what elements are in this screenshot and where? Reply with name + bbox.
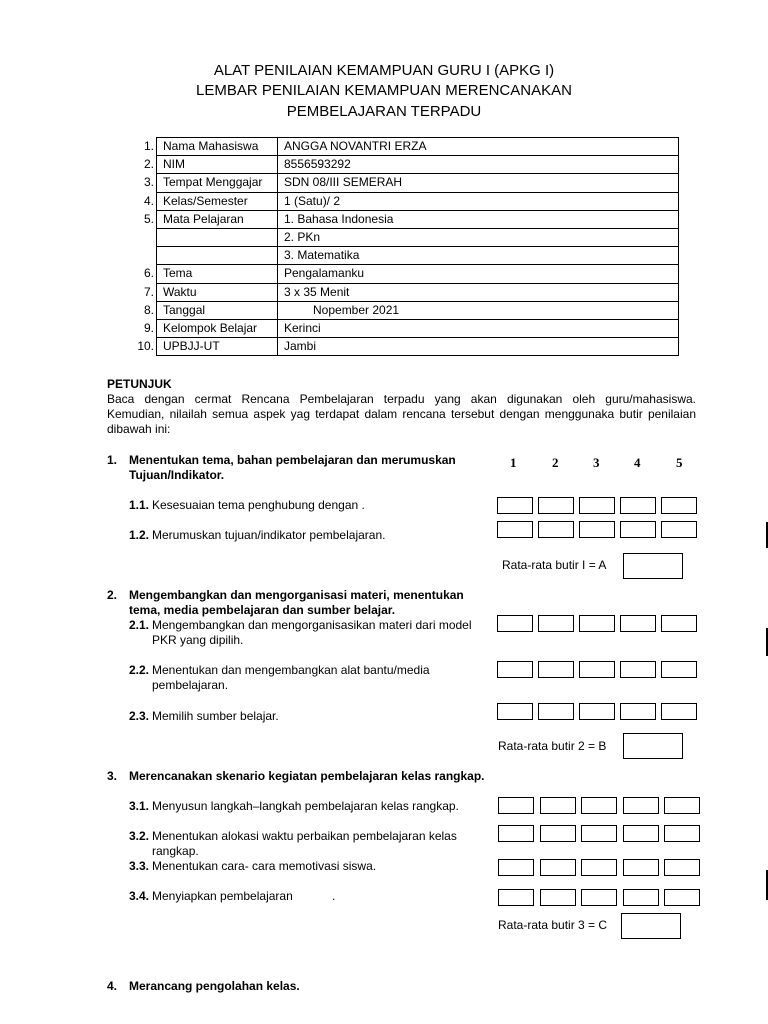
score-box-5[interactable]	[664, 859, 700, 876]
score-box-1[interactable]	[498, 797, 534, 814]
scale-label-5: 5	[676, 455, 683, 470]
doc-title-line1: ALAT PENILAIAN KEMAMPUAN GURU I (APKG I)	[213, 62, 555, 79]
section-4-title: Merancang pengolahan kelas.	[129, 979, 300, 993]
score-box-3[interactable]	[581, 889, 617, 906]
item-text: Mengembangkan dan mengorganisasikan materi dari model	[152, 618, 472, 632]
row-number: 9.	[114, 319, 157, 337]
section-4-number: 4.	[107, 979, 118, 993]
item-text: Kesesuaian tema penghubung dengan .	[152, 498, 365, 512]
score-box-2[interactable]	[540, 825, 576, 842]
table-row	[114, 247, 679, 265]
score-box-2[interactable]	[540, 889, 576, 906]
row-number: 8.	[114, 301, 157, 319]
score-box-4[interactable]	[623, 797, 659, 814]
row-value: 3. Matematika	[278, 247, 679, 265]
score-box-1[interactable]	[497, 615, 533, 632]
row-label: NIM	[157, 156, 278, 174]
score-box-3[interactable]	[579, 521, 615, 538]
section-1-title-line1: Menentukan tema, bahan pembelajaran dan merumuskan	[129, 453, 456, 467]
section-2-title-line2: tema, media pembelajaran dan sumber belajar.	[129, 603, 396, 617]
score-box-1[interactable]	[498, 859, 534, 876]
average-label-a: Rata-rata butir I = A	[502, 558, 607, 572]
item-text: Menentukan dan mengembangkan alat bantu/media	[152, 663, 430, 677]
item-number: 1.2.	[129, 528, 150, 542]
row-label: Kelompok Belajar	[157, 319, 278, 337]
score-box-4[interactable]	[623, 825, 659, 842]
score-box-3[interactable]	[579, 661, 615, 678]
row-value: ANGGA NOVANTRI ERZA	[278, 138, 679, 156]
score-box-1[interactable]	[497, 703, 533, 720]
scale-label-2: 2	[552, 455, 559, 470]
score-box-2[interactable]	[538, 703, 574, 720]
item-text-cont: PKR yang dipilih.	[152, 633, 244, 647]
section-3-title: Merencanakan skenario kegiatan pembelajaran kelas rangkap.	[129, 769, 485, 783]
table-row	[114, 156, 679, 174]
average-box-b[interactable]	[623, 733, 683, 759]
score-box-4[interactable]	[620, 497, 656, 514]
table-row	[114, 228, 679, 246]
score-box-1[interactable]	[497, 497, 533, 514]
item-number: 3.1.	[129, 799, 150, 813]
section-3-number: 3.	[107, 769, 118, 783]
row-value: 1. Bahasa Indonesia	[278, 210, 679, 228]
score-box-4[interactable]	[620, 703, 656, 720]
row-number: 10.	[114, 338, 157, 356]
item-text-cont: pembelajaran.	[152, 678, 229, 692]
petunjuk-line3: dibawah ini:	[107, 422, 171, 436]
score-box-2[interactable]	[538, 615, 574, 632]
petunjuk-line2: Kemudian, nilailah semua aspek yag terdapat dalam rencana tersebut dengan menggunaka butir penilaian	[107, 407, 696, 421]
section-1-number: 1.	[107, 453, 118, 467]
score-box-1[interactable]	[498, 825, 534, 842]
row-value: Jambi	[278, 338, 679, 356]
average-label-b: Rata-rata butir 2 = B	[498, 739, 607, 753]
item-text: Menentukan cara- cara memotivasi siswa.	[152, 859, 377, 873]
row-number: 4.	[114, 192, 157, 210]
score-box-4[interactable]	[620, 615, 656, 632]
score-box-5[interactable]	[661, 703, 697, 720]
score-box-4[interactable]	[623, 859, 659, 876]
scale-label-3: 3	[593, 455, 600, 470]
row-number: 5.	[114, 210, 157, 228]
item-number: 1.1.	[129, 498, 150, 512]
row-value: 1 (Satu)/ 2	[278, 192, 679, 210]
score-box-5[interactable]	[664, 889, 700, 906]
table-row	[114, 301, 679, 319]
row-number: 7.	[114, 283, 157, 301]
petunjuk-line1: Baca dengan cermat Rencana Pembelajaran terpadu yang akan digunakan oleh guru/mahasiswa.	[107, 392, 696, 406]
section-2-title-line1: Mengembangkan dan mengorganisasi materi, menentukan	[129, 588, 464, 602]
row-label	[157, 228, 278, 246]
item-text: Memilih sumber belajar.	[152, 709, 279, 723]
score-box-3[interactable]	[581, 859, 617, 876]
row-value: Pengalamanku	[278, 265, 679, 283]
score-box-5[interactable]	[664, 825, 700, 842]
table-row	[114, 192, 679, 210]
doc-title-line3: PEMBELAJARAN TERPADU	[286, 103, 482, 120]
score-box-4[interactable]	[620, 661, 656, 678]
item-number: 2.2.	[129, 663, 150, 677]
table-row	[114, 265, 679, 283]
table-row	[114, 210, 679, 228]
score-box-4[interactable]	[623, 889, 659, 906]
score-box-2[interactable]	[538, 521, 574, 538]
row-label: Waktu	[157, 283, 278, 301]
row-label: Mata Pelajaran	[157, 210, 278, 228]
item-text: Merumuskan tujuan/indikator pembelajaran.	[152, 528, 386, 542]
score-box-2[interactable]	[538, 497, 574, 514]
row-number	[114, 247, 157, 265]
table-row	[114, 319, 679, 337]
item-text: Menentukan alokasi waktu perbaikan pembelajaran kelas	[152, 829, 457, 843]
row-value: SDN 08/III SEMERAH	[278, 174, 679, 192]
item-number: 2.1.	[129, 618, 150, 632]
score-box-2[interactable]	[538, 661, 574, 678]
row-value: Kerinci	[278, 319, 679, 337]
scale-label-1: 1	[510, 455, 517, 470]
row-label: UPBJJ-UT	[157, 338, 278, 356]
score-box-5[interactable]	[661, 521, 697, 538]
score-box-3[interactable]	[579, 703, 615, 720]
row-label: Tema	[157, 265, 278, 283]
row-label	[157, 247, 278, 265]
item-number: 2.3.	[129, 709, 150, 723]
score-box-5[interactable]	[661, 497, 697, 514]
row-label: Kelas/Semester	[157, 192, 278, 210]
score-box-3[interactable]	[579, 497, 615, 514]
petunjuk-heading: PETUNJUK	[107, 377, 172, 391]
row-number: 6.	[114, 265, 157, 283]
score-box-1[interactable]	[498, 889, 534, 906]
table-row	[114, 174, 679, 192]
item-number: 3.2.	[129, 829, 150, 843]
table-row	[114, 283, 679, 301]
table-row	[114, 338, 679, 356]
row-label: Nama Mahasiswa	[157, 138, 278, 156]
section-1-title-line2: Tujuan/Indikator.	[129, 468, 225, 482]
row-value: Nopember 2021	[278, 301, 679, 319]
score-box-5[interactable]	[661, 615, 697, 632]
row-number: 1.	[114, 138, 157, 156]
item-number: 3.3.	[129, 859, 150, 873]
row-number: 2.	[114, 156, 157, 174]
score-box-3[interactable]	[579, 615, 615, 632]
scale-label-4: 4	[634, 455, 641, 470]
item-text-cont: rangkap.	[152, 844, 199, 858]
average-box-a[interactable]	[623, 553, 683, 579]
score-box-2[interactable]	[540, 859, 576, 876]
row-value: 8556593292	[278, 156, 679, 174]
row-number: 3.	[114, 174, 157, 192]
score-box-1[interactable]	[497, 661, 533, 678]
identity-table	[114, 137, 679, 356]
doc-title-line2: LEMBAR PENILAIAN KEMAMPUAN MERENCANAKAN	[196, 82, 572, 99]
section-2-number: 2.	[107, 588, 118, 602]
score-box-4[interactable]	[620, 521, 656, 538]
table-row	[114, 138, 679, 156]
score-box-5[interactable]	[664, 797, 700, 814]
item-number: 3.4.	[129, 889, 150, 903]
score-box-1[interactable]	[497, 521, 533, 538]
item-text: Menyiapkan pembelajaran	[152, 889, 293, 903]
average-label-c: Rata-rata butir 3 = C	[498, 918, 608, 932]
item-text-cont: .	[332, 889, 336, 903]
score-box-2[interactable]	[540, 797, 576, 814]
average-box-c[interactable]	[621, 913, 681, 939]
score-box-3[interactable]	[581, 797, 617, 814]
row-label: Tanggal	[157, 301, 278, 319]
score-box-3[interactable]	[581, 825, 617, 842]
row-value: 2. PKn	[278, 228, 679, 246]
row-label: Tempat Menggajar	[157, 174, 278, 192]
score-box-5[interactable]	[661, 661, 697, 678]
row-value: 3 x 35 Menit	[278, 283, 679, 301]
item-text: Menyusun langkah–langkah pembelajaran kelas rangkap.	[152, 799, 459, 813]
row-number	[114, 228, 157, 246]
